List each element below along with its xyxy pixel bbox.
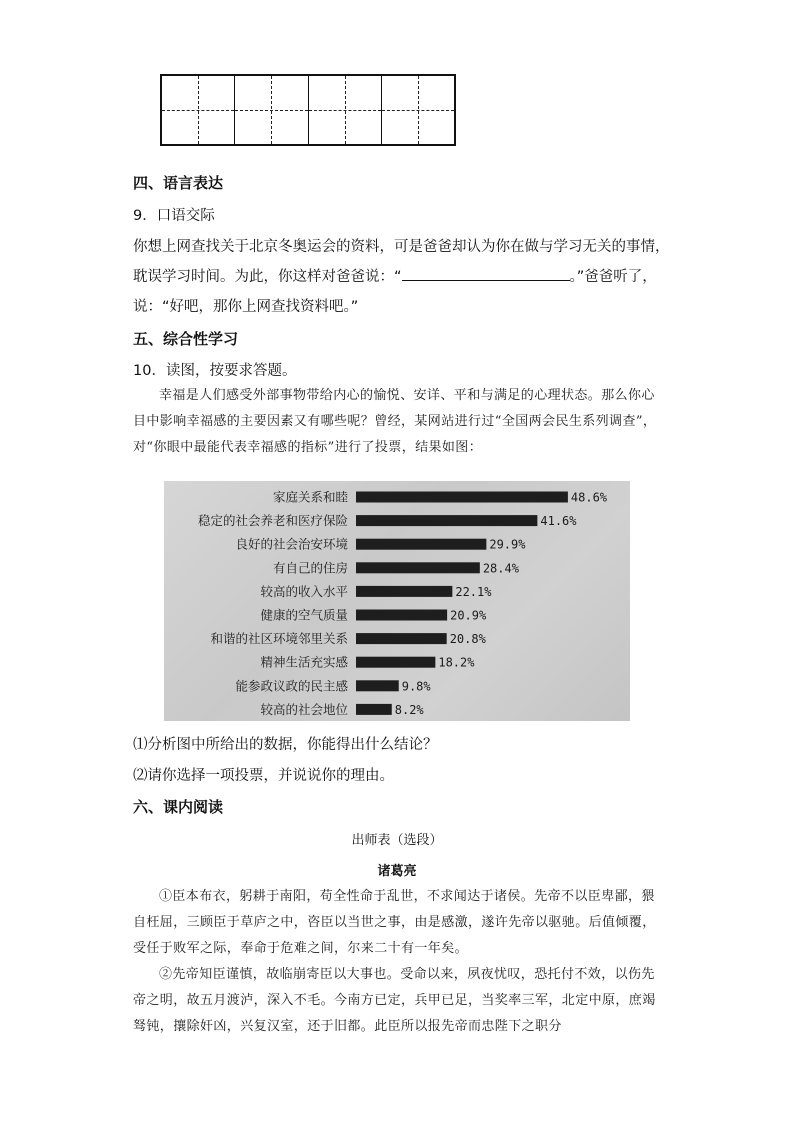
- writing-grid: [160, 74, 456, 146]
- chart-value-label: 41.6%: [540, 514, 577, 529]
- passage-author: 诸葛亮: [377, 864, 417, 879]
- chart-category-label: 较高的收入水平: [260, 583, 348, 599]
- chart-svg: [164, 481, 630, 721]
- chart-value-label: 8.2%: [394, 702, 424, 717]
- grid-cell[interactable]: [309, 76, 382, 144]
- chart-category-label: 较高的社会地位: [260, 701, 348, 717]
- grid-cell[interactable]: [162, 76, 235, 144]
- chart-category-label: 稳定的社会养老和医疗保险: [197, 513, 348, 529]
- grid-cell[interactable]: [382, 76, 454, 144]
- chart-category-label: 精神生活充实感: [260, 654, 348, 670]
- q9-answer-blank[interactable]: [402, 266, 570, 281]
- section4-heading: 四、语言表达: [133, 174, 224, 192]
- q9-line3: 说：“好吧，那你上网查找资料吧。”: [133, 299, 359, 315]
- passage-body: [133, 884, 663, 1040]
- chart-bar: [356, 562, 480, 573]
- q10-sub1: ⑴分析图中所给出的数据，你能得出什么结论？: [133, 737, 438, 753]
- passage-title: 出师表（选段）: [351, 833, 443, 848]
- chart-category-label: 良好的社会治安环境: [235, 536, 348, 552]
- chart-category-label: 有自己的住房: [272, 560, 348, 576]
- chart-value-label: 48.6%: [570, 490, 608, 505]
- chart-bar: [356, 633, 447, 644]
- chart-value-label: 29.9%: [489, 537, 526, 552]
- q9-line2-prefix: 耽误学习时间。为此，你这样对爸爸说：“: [133, 269, 402, 285]
- chart-value-label: 28.4%: [482, 561, 519, 576]
- q9-line2-suffix: 。”爸爸听了，: [569, 269, 657, 285]
- chart-value-label: 20.8%: [449, 632, 486, 647]
- chart-bar: [356, 680, 399, 691]
- passage-para2: ②先帝知臣谨慎，故临崩寄臣以大事也。受命以来，夙夜忧叹，恐托付不效，以伤先帝之明，故五月渡泸，深入不毛。今南方已定，兵甲已足，当奖率三军，北定中原，庶竭驽钝，攘除奸凶，兴复汉室，还于旧都。此臣所以报先帝而忠陛下之职分: [133, 967, 656, 1034]
- chart-value-label: 20.9%: [450, 608, 487, 623]
- q9-line2: [133, 265, 657, 286]
- q9-line1: 你想上网查找关于北京冬奥运会的资料，可是爸爸却认为你在做与学习无关的事情，: [133, 239, 670, 255]
- q10-intro-text: 幸福是人们感受外部事物带给内心的愉悦、安详、平和与满足的心理状态。那么你心目中影响幸福感的主要因素又有哪些呢？曾经，某网站进行过“全国两会民生系列调查”，对“你眼中最能代表幸福感的指标”进行了投票，结果如图：: [133, 388, 657, 455]
- chart-bar: [356, 586, 452, 597]
- section5-heading: 五、综合性学习: [133, 330, 239, 348]
- happiness-bar-chart: [164, 481, 630, 721]
- chart-value-label: 18.2%: [438, 655, 475, 670]
- q9-label: 9．口语交际: [133, 208, 215, 224]
- chart-bar: [356, 515, 537, 526]
- chart-bar: [356, 610, 447, 621]
- chart-bar: [356, 657, 435, 668]
- chart-bar: [356, 539, 486, 550]
- chart-category-label: 能参政议政的民主感: [235, 678, 348, 694]
- section6-heading: 六、课内阅读: [133, 798, 224, 816]
- chart-bar: [356, 704, 392, 715]
- q10-label: 10．读图，按要求答题。: [133, 363, 297, 379]
- chart-category-label: 家庭关系和睦: [272, 489, 348, 505]
- chart-value-label: 22.1%: [455, 584, 492, 599]
- q10-sub2: ⑵请你选择一项投票，并说说你的理由。: [133, 768, 394, 784]
- q10-intro: [133, 383, 663, 461]
- passage-para1: ①臣本布衣，躬耕于南阳，苟全性命于乱世，不求闻达于诸侯。先帝不以臣卑鄙，猥自枉屈，三顾臣于草庐之中，咨臣以当世之事，由是感激，遂许先帝以驱驰。后值倾覆，受任于败军之际，奉命于危难之间，尔来二十有一年矣。: [133, 889, 656, 956]
- chart-category-label: 和谐的社区环境邻里关系: [210, 631, 348, 647]
- chart-value-label: 9.8%: [401, 679, 431, 694]
- chart-category-label: 健康的空气质量: [260, 607, 348, 623]
- grid-cell[interactable]: [235, 76, 308, 144]
- chart-bar: [356, 492, 568, 503]
